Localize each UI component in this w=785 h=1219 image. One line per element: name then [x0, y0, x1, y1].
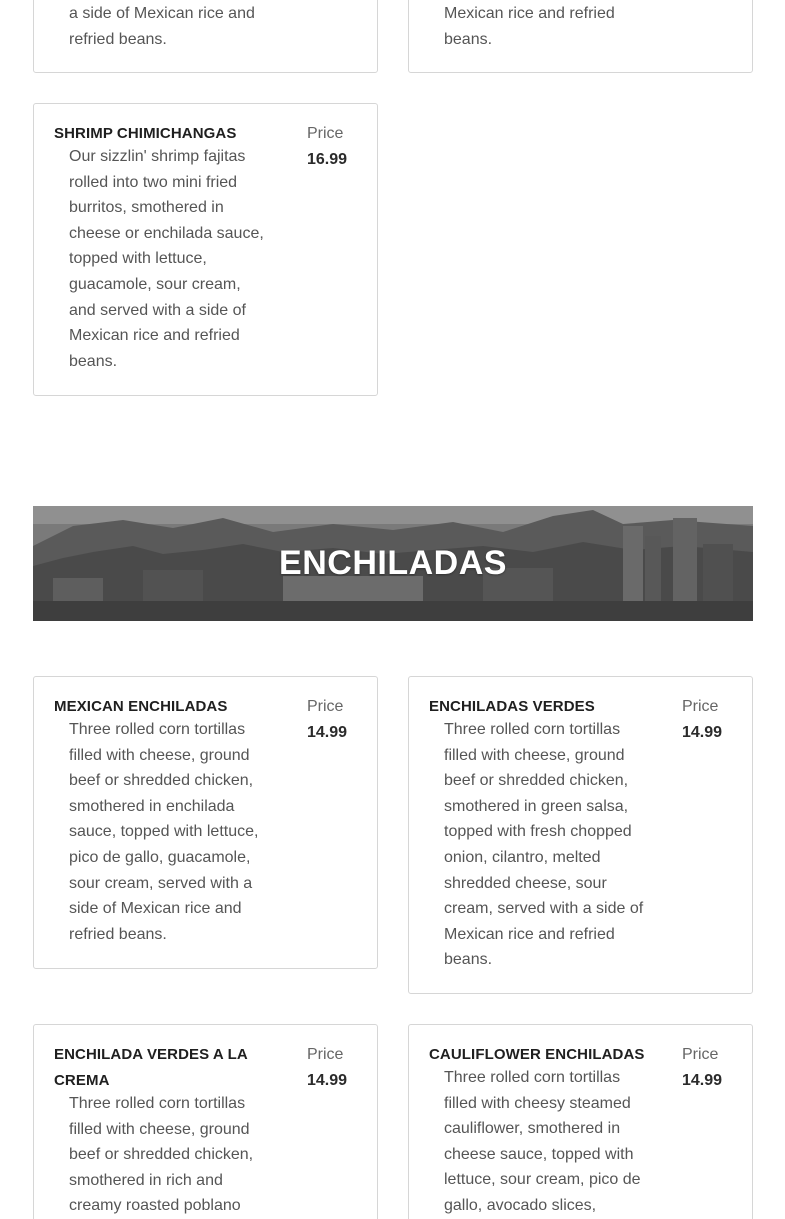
- menu-item-name: ENCHILADAS VERDES: [429, 698, 595, 715]
- menu-item-description: Mexican rice and refried beans.: [444, 5, 615, 48]
- menu-item-description: a side of Mexican rice and refried beans.: [69, 5, 255, 48]
- menu-item-card: [33, 1024, 378, 1219]
- price-label: Price: [682, 698, 719, 715]
- price-label: Price: [307, 698, 344, 715]
- menu-item-price: 14.99: [682, 1072, 723, 1089]
- menu-item-card: [408, 1024, 753, 1219]
- section-banner: [33, 506, 753, 621]
- menu-item-card: [33, 676, 378, 969]
- menu-item-card: [33, 0, 378, 73]
- menu-item-name: SHRIMP CHIMICHANGAS: [54, 125, 237, 142]
- price-label: Price: [307, 125, 344, 142]
- menu-item-description: Three rolled corn tortillas filled with cheesy steamed cauliflower, smothered in cheese sauce, topped with lettuce, sour cream, pico de gallo, avocado slices,: [444, 1069, 641, 1214]
- menu-item-description: Three rolled corn tortillas filled with cheese, ground beef or shredded chicken, smothered in green salsa, topped with fresh chopped onion, cilantro, melted shredded cheese, sour cream, served with a side of Mexican rice and refried beans.: [444, 721, 644, 969]
- menu-item-name: MEXICAN ENCHILADAS: [54, 698, 228, 715]
- price-label: Price: [307, 1046, 344, 1063]
- menu-item-price: 14.99: [307, 724, 348, 741]
- menu-item-name: CAULIFLOWER ENCHILADAS: [429, 1046, 645, 1063]
- menu-item-price: 14.99: [307, 1072, 348, 1089]
- menu-item-card: [408, 676, 753, 994]
- menu-item-name: ENCHILADA VERDES A LA CREMA: [54, 1046, 248, 1089]
- menu-item-price: 14.99: [682, 724, 723, 741]
- menu-item-description: Three rolled corn tortillas filled with cheese, ground beef or shredded chicken, smothered in enchilada sauce, topped with lettuce, pico de gallo, guacamole, sour cream, served with a side of Mexican rice and refried beans.: [69, 721, 259, 943]
- menu-item-description: Three rolled corn tortillas filled with cheese, ground beef or shredded chicken, smothered in rich and creamy roasted poblano: [69, 1095, 254, 1215]
- menu-item-card: [33, 103, 378, 396]
- menu-item-card: [408, 0, 753, 73]
- price-label: Price: [682, 1046, 719, 1063]
- menu-item-description: Our sizzlin' shrimp fajitas rolled into two mini fried burritos, smothered in cheese or enchilada sauce, topped with lettuce, guacamole, sour cream, and served with a side of Mexican rice and refried beans.: [69, 148, 264, 370]
- menu-item-price: 16.99: [307, 151, 348, 168]
- section-title: ENCHILADAS: [279, 544, 507, 582]
